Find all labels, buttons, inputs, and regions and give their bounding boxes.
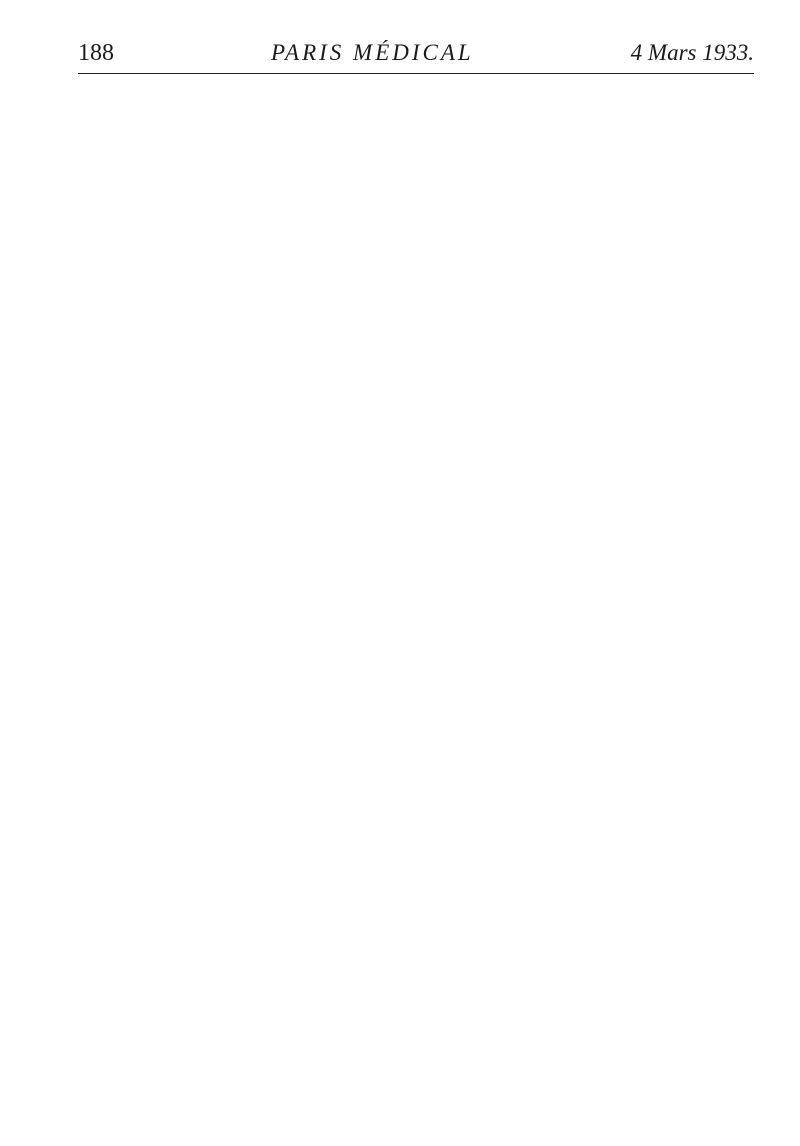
article-columns [78, 80, 754, 88]
page-header [78, 40, 754, 74]
right-column [426, 80, 752, 88]
issue-date: 4 Mars 1933. [630, 40, 754, 65]
journal-title: PARIS MÉDICAL [270, 40, 474, 65]
left-column [78, 80, 404, 88]
page-number: 188 [78, 40, 114, 66]
